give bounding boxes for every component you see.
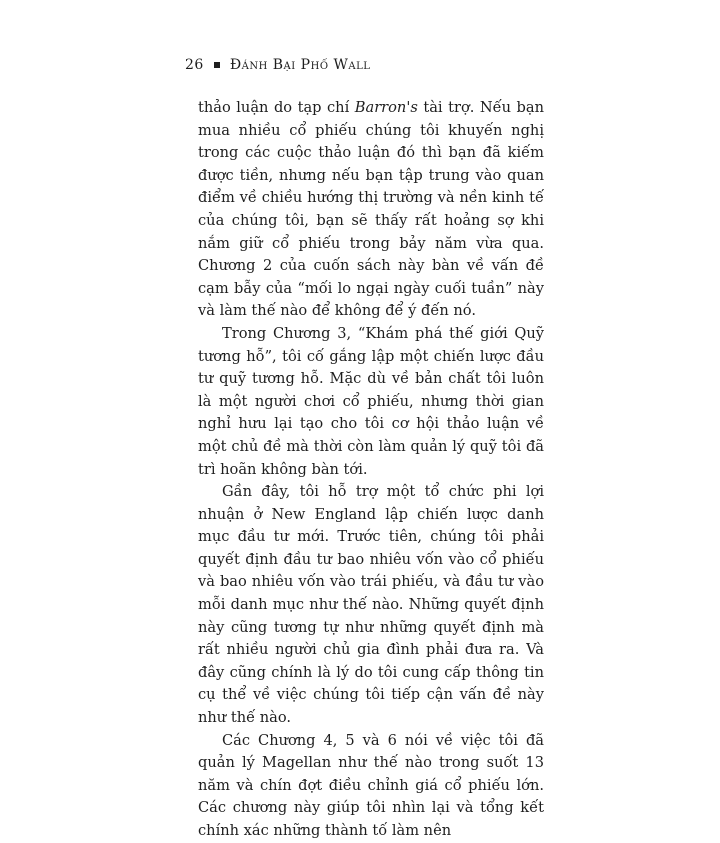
book-title: Đánh Bại Phố Wall bbox=[229, 57, 371, 73]
paragraph-text: tài trợ. Nếu bạn mua nhiều cổ phiếu chúng tôi khuyến nghị trong các cuộc thảo luận đó thì bạn đã kiếm được tiền, nhưng nếu bạn tập trung vào quan điểm về chiều hướng thị trường và nền kinh tế của chúng tôi, bạn sẽ thấy rất hoảng sợ khi nắm giữ cổ phiếu trong bảy năm vừa qua. Chương 2 của cuốn sách này bàn về vấn đề cạm bẫy của “mối lo ngại ngày cuối tuần” này và làm thế nào để không để ý đến nó. bbox=[198, 99, 544, 320]
square-bullet-icon bbox=[214, 62, 220, 68]
paragraph-text: thảo luận do tạp chí bbox=[198, 99, 355, 116]
running-header bbox=[185, 57, 370, 73]
page-number: 26 bbox=[185, 57, 204, 73]
magazine-name: Barron's bbox=[354, 99, 418, 116]
paragraph bbox=[198, 481, 544, 730]
paragraph bbox=[198, 730, 544, 843]
paragraph-text: Trong Chương 3, “Khám phá thế giới Quỹ tương hỗ”, tôi cố gắng lập một chiến lược đầu tư quỹ tương hỗ. Mặc dù về bản chất tôi luôn là một người chơi cổ phiếu, nhưng thời gian nghỉ hưu lại tạo cho tôi cơ hội thảo luận về một chủ đề mà thời còn làm quản lý quỹ tôi đã trì hoãn không bàn tới. bbox=[198, 324, 544, 478]
paragraph bbox=[198, 323, 544, 481]
paragraph-text: Các Chương 4, 5 và 6 nói về việc tôi đã quản lý Magellan như thế nào trong suốt 13 năm và chín đợt điều chỉnh giá cổ phiếu lớn. Các chương này giúp tôi nhìn lại và tổng kết chính xác những thành tố làm nên bbox=[198, 731, 544, 839]
body-text bbox=[198, 97, 544, 843]
paragraph bbox=[198, 97, 544, 323]
paragraph-text: Gần đây, tôi hỗ trợ một tổ chức phi lợi nhuận ở New England lập chiến lược danh mục đầu tư mới. Trước tiên, chúng tôi phải quyết định đầu tư bao nhiêu vốn vào cổ phiếu và bao nhiêu vốn vào trái phiếu, và đầu tư vào mỗi danh mục như thế nào. Những quyết định này cũng tương tự như những quyết định mà rất nhiều người chủ gia đình phải đưa ra. Và đây cũng chính là lý do tôi cung cấp thông tin cụ thể về việc chúng tôi tiếp cận vấn đề này như thế nào. bbox=[198, 483, 544, 727]
